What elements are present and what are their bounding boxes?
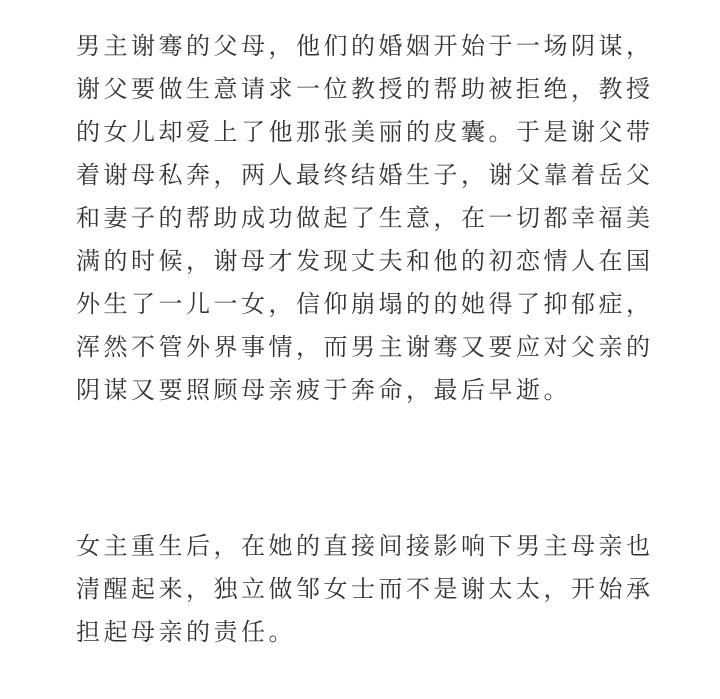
text-line: 满的时候，谢母才发现丈夫和他的初恋情人在国 <box>76 247 654 275</box>
text-line: 担起母亲的责任。 <box>76 618 296 646</box>
text-line: 阴谋又要照顾母亲疲于奔命，最后早逝。 <box>76 376 571 404</box>
text-line: 外生了一儿一女，信仰崩塌的的她得了抑郁症， <box>76 290 654 318</box>
text-line: 谢父要做生意请求一位教授的帮助被拒绝，教授 <box>76 75 654 103</box>
text-line: 清醒起来，独立做邹女士而不是谢太太，开始承 <box>76 575 654 603</box>
text-line: 和妻子的帮助成功做起了生意，在一切都幸福美 <box>76 204 654 232</box>
paragraph-parents-story <box>76 25 696 412</box>
text-line: 着谢母私奔，两人最终结婚生子，谢父靠着岳父 <box>76 161 654 189</box>
text-line: 的女儿却爱上了他那张美丽的皮囊。于是谢父带 <box>76 118 654 146</box>
text-line: 男主谢骞的父母，他们的婚姻开始于一场阴谋， <box>76 32 654 60</box>
text-line: 女主重生后，在她的直接间接影响下男主母亲也 <box>76 532 654 560</box>
paragraph-rebirth <box>76 525 696 654</box>
text-line: 浑然不管外界事情，而男主谢骞又要应对父亲的 <box>76 333 654 361</box>
